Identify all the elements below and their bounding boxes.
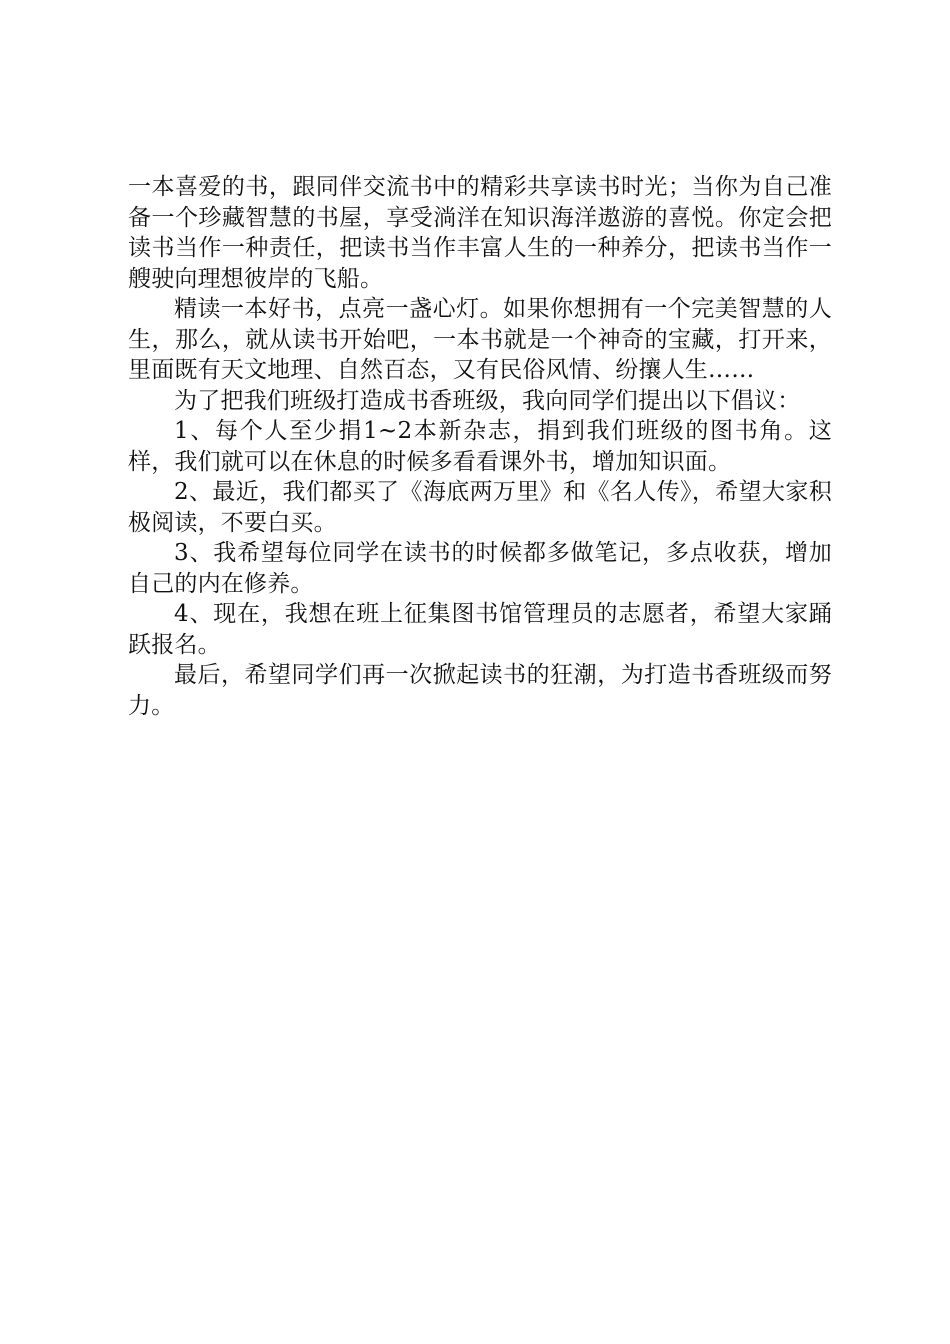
- paragraph-6: 3、我希望每位同学在读书的时候都多做笔记，多点收获，增加自己的内在修养。: [128, 540, 832, 597]
- paragraph-4: 1、每个人至少捐1~2本新杂志，捐到我们班级的图书角。这样，我们就可以在休息的时候多看看课外书，增加知识面。: [128, 418, 832, 475]
- paragraph-5: 2、最近，我们都买了《海底两万里》和《名人传》，希望大家积极阅读，不要白买。: [128, 479, 832, 536]
- paragraph-3: 为了把我们班级打造成书香班级，我向同学们提出以下倡议：: [174, 387, 801, 414]
- paragraph-7: 4、现在，我想在班上征集图书馆管理员的志愿者，希望大家踊跃报名。: [128, 601, 832, 658]
- paragraph-2: 精读一本好书，点亮一盏心灯。如果你想拥有一个完美智慧的人生，那么，就从读书开始吧，一本书就是一个神奇的宝藏，打开来，里面既有天文地理、自然百态，又有民俗风情、纷攘人生……: [128, 296, 832, 383]
- paragraph-1: 一本喜爱的书，跟同伴交流书中的精彩共享读书时光；当你为自己准备一个珍藏智慧的书屋，享受淌洋在知识海洋遨游的喜悦。你定会把读书当作一种责任，把读书当作丰富人生的一种养分，把读书当作一艘驶向理想彼岸的飞船。: [128, 174, 832, 292]
- paragraph-8: 最后，希望同学们再一次掀起读书的狂潮，为打造书香班级而努力。: [128, 662, 832, 719]
- document-body: [128, 172, 832, 721]
